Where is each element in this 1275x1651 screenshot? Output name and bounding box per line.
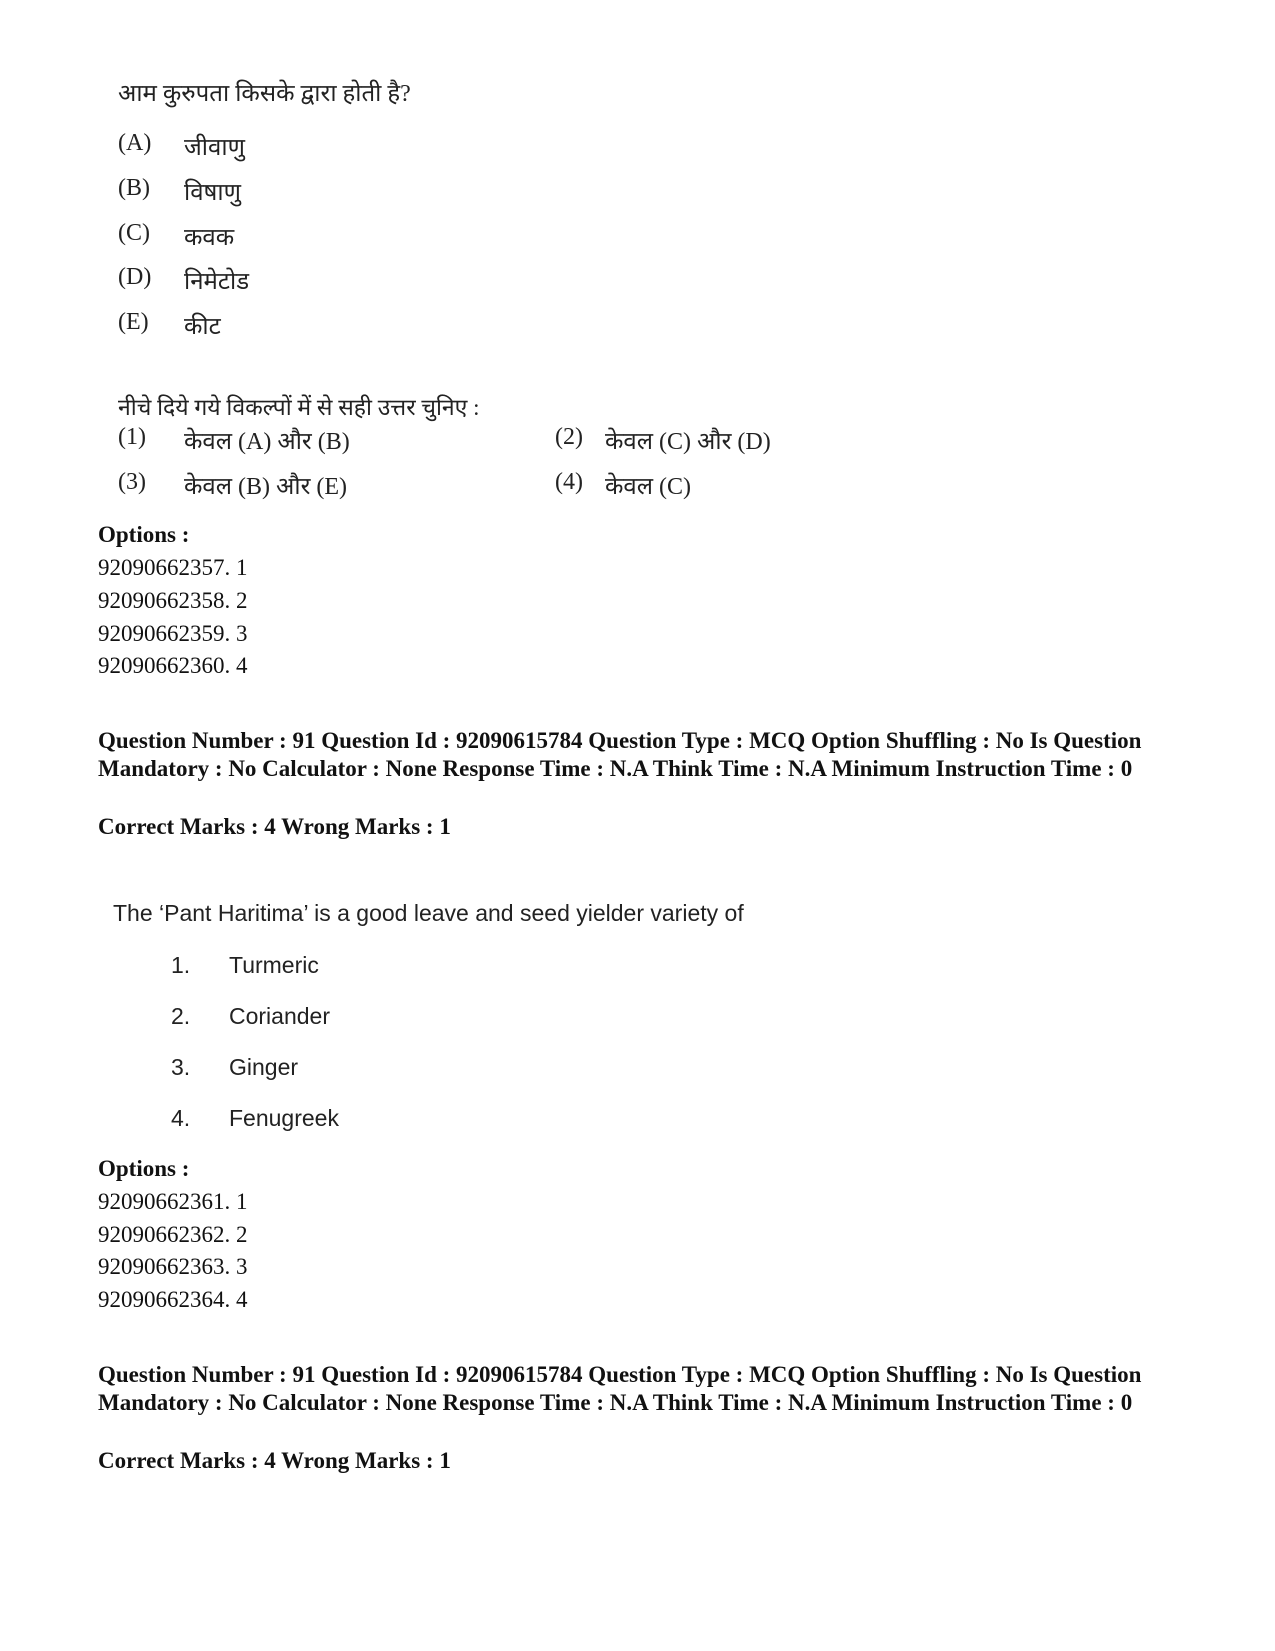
statement-label: (C) [118,220,150,246]
choice-number: 3. [171,1054,191,1080]
q1-instruction: नीचे दिये गये विकल्पों में से सही उत्तर चुनिए : [118,395,480,420]
option-id-line: 92090662360. 4 [98,653,248,678]
statement-text: जीवाणु [184,135,245,161]
q2-choice-4 [171,1105,339,1132]
statement-text: विषाणु [184,180,241,206]
choice-number: 2. [171,1003,191,1029]
options-heading: Options : [98,522,190,547]
option-id-line: 92090662359. 3 [98,621,248,646]
choice-label: (3) [118,469,146,495]
choice-label: (4) [555,469,583,495]
statement-label: (A) [118,130,152,156]
q1-statement-a [118,130,245,163]
option-id-line: 92090662363. 3 [98,1254,248,1279]
question-metadata: Question Number : 91 Question Id : 92090615784 Question Type : MCQ Option Shuffling : No Is Question Mandatory : No Calculator : None Response Time : N.A Think Time : N.A Minimum Instruction Time : 0 [98,728,1142,781]
q1-statement-d [118,264,249,297]
q1-statement-b [118,175,241,208]
option-id-line: 92090662358. 2 [98,588,248,613]
q2-choice-3 [171,1054,298,1081]
option-id-line: 92090662364. 4 [98,1287,248,1312]
choice-label: (2) [555,424,583,450]
option-id-line: 92090662361. 1 [98,1189,248,1214]
choice-text: Ginger [229,1054,299,1080]
q1-choice-4 [555,469,691,502]
marks-info: Correct Marks : 4 Wrong Marks : 1 [98,1448,451,1473]
choice-text: केवल (C) और (D) [605,429,771,455]
choice-text: केवल (A) और (B) [184,429,350,455]
q1-choice-1 [118,424,350,457]
options-heading: Options : [98,1156,190,1181]
option-id-line: 92090662357. 1 [98,555,248,580]
choice-text: Coriander [229,1003,330,1029]
q1-choice-2 [555,424,771,457]
choice-text: केवल (C) [605,474,692,500]
q2-choice-2 [171,1003,330,1030]
marks-info: Correct Marks : 4 Wrong Marks : 1 [98,814,451,839]
statement-text: कीट [184,314,221,340]
q2-choice-1 [171,952,319,979]
statement-text: कवक [184,225,235,251]
q1-choice-3 [118,469,347,502]
option-id-line: 92090662362. 2 [98,1222,248,1247]
choice-text: Fenugreek [229,1105,339,1131]
choice-text: केवल (B) और (E) [184,474,348,500]
choice-number: 1. [171,952,191,978]
choice-number: 4. [171,1105,191,1131]
statement-label: (B) [118,175,150,201]
statement-text: निमेटोड [184,269,250,295]
statement-label: (D) [118,264,152,290]
q1-statement-c [118,220,234,253]
q1-statement-e [118,309,221,342]
choice-text: Turmeric [229,952,319,978]
choice-label: (1) [118,424,146,450]
q2-question-text: The ‘Pant Haritima’ is a good leave and seed yielder variety of [113,900,744,926]
statement-label: (E) [118,309,149,335]
question-metadata: Question Number : 91 Question Id : 92090615784 Question Type : MCQ Option Shuffling : No Is Question Mandatory : No Calculator : None Response Time : N.A Think Time : N.A Minimum Instruction Time : 0 [98,1362,1142,1415]
q1-question-text: आम कुरुपता किसके द्वारा होती है? [118,81,411,107]
